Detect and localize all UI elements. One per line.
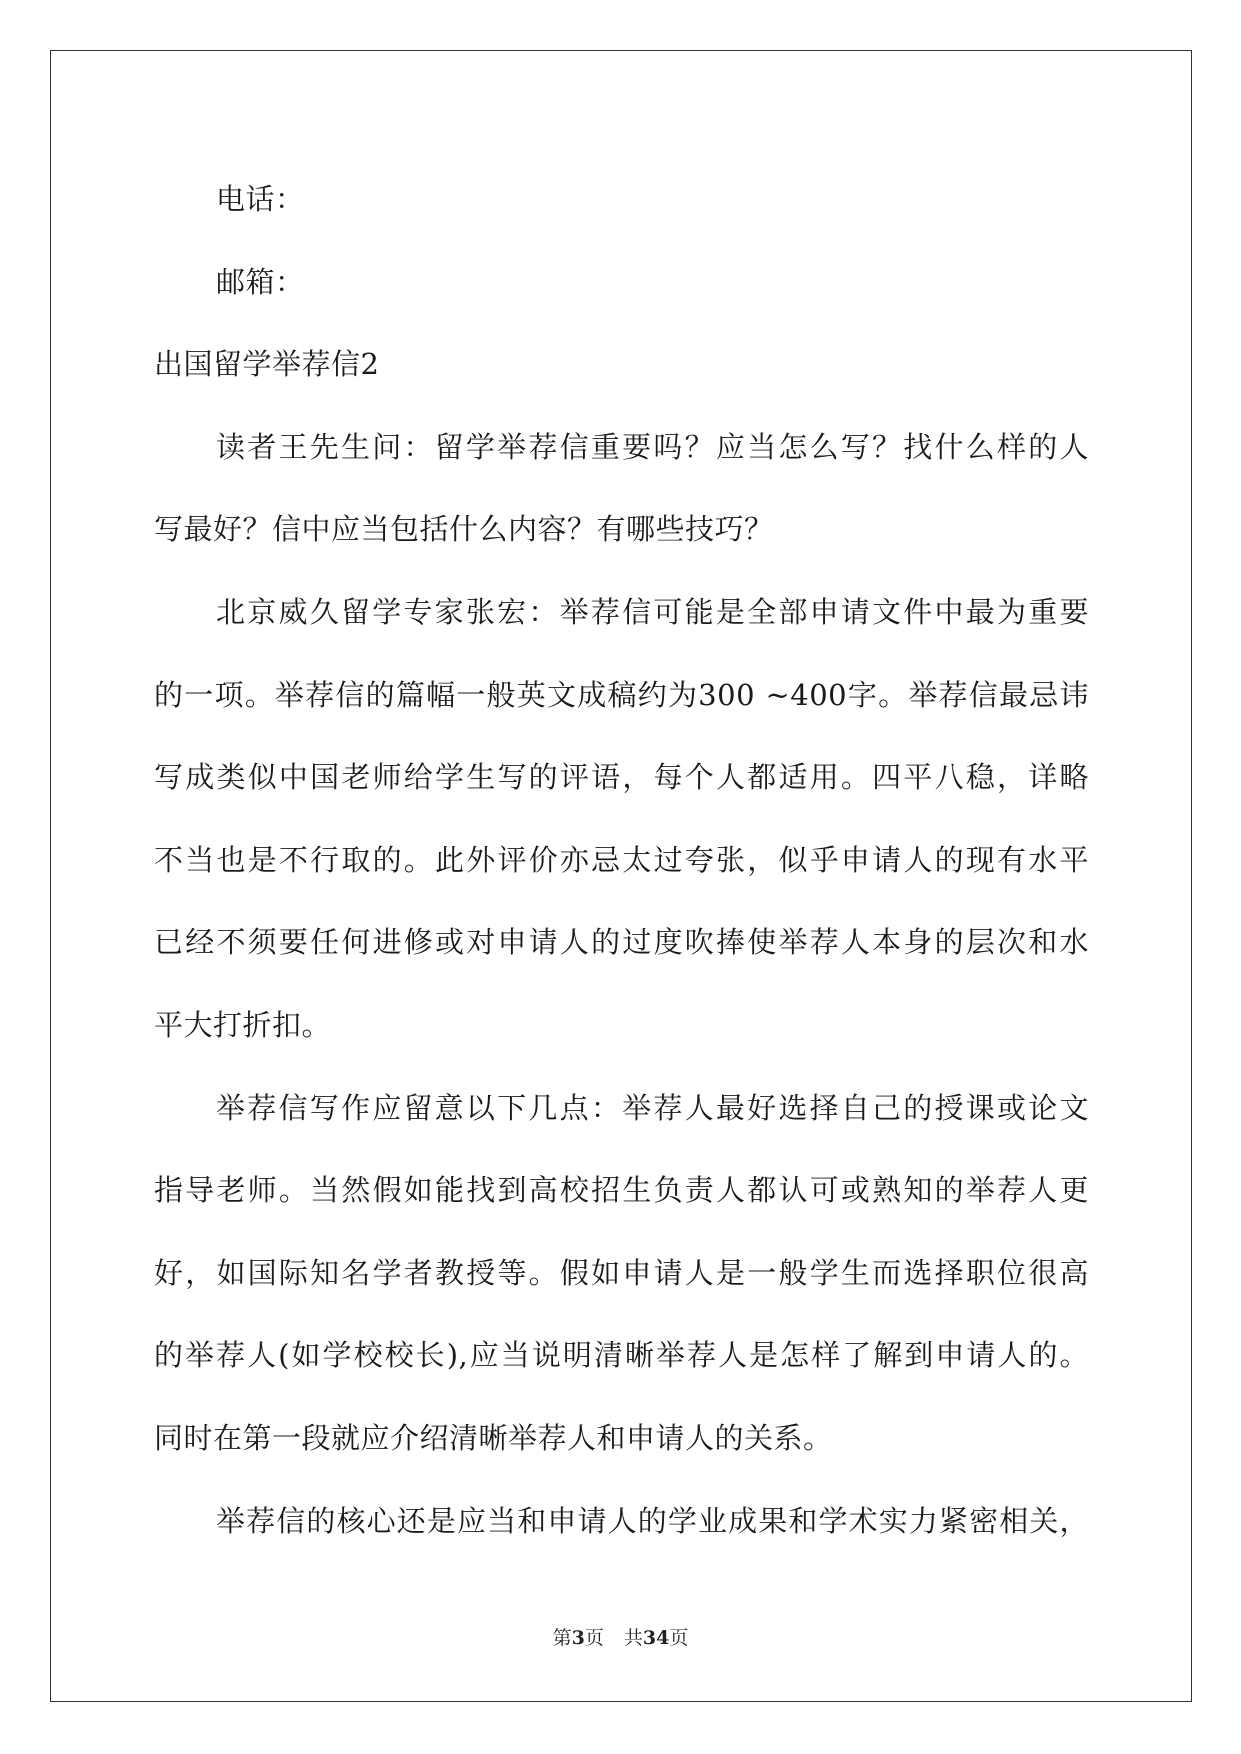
footer-total-suffix: 页: [669, 1627, 689, 1649]
text-line: 指导老师。当然假如能找到高校招生负责人都认可或熟知的举荐人更: [154, 1173, 1089, 1208]
total-page-count: 34: [642, 1627, 670, 1649]
text-line: 已经不须要任何进修或对申请人的过度吹捧使举荐人本身的层次和水: [154, 925, 1089, 960]
text-line: 的一项。举荐信的篇幅一般英文成稿约为300 ~400字。举荐信最忌讳: [154, 677, 1089, 712]
text-line: 写最好？信中应当包括什么内容？有哪些技巧？: [154, 512, 774, 547]
current-page-number: 3: [571, 1627, 585, 1649]
footer-page-prefix: 第: [552, 1627, 572, 1649]
text-line: 好，如国际知名学者教授等。假如申请人是一般学生而选择职位很高: [154, 1255, 1089, 1290]
text-line: 举荐信的核心还是应当和申请人的学业成果和学术实力紧密相关，: [216, 1503, 1089, 1538]
document-body: [154, 158, 1089, 1562]
text-line: 同时在第一段就应介绍清晰举荐人和申请人的关系。: [154, 1420, 833, 1455]
footer-total-prefix: 共: [623, 1627, 643, 1649]
text-line: 北京威久留学专家张宏：举荐信可能是全部申请文件中最为重要: [216, 594, 1089, 629]
text-line: 读者王先生问：留学举荐信重要吗？应当怎么写？找什么样的人: [216, 429, 1089, 464]
text-line: 举荐信写作应留意以下几点：举荐人最好选择自己的授课或论文: [216, 1090, 1089, 1125]
page-footer: [0, 1623, 1241, 1650]
text-line: 平大打折扣。: [154, 1007, 332, 1042]
text-line: 邮箱：: [216, 264, 305, 299]
text-line: 写成类似中国老师给学生写的评语，每个人都适用。四平八稳，详略: [154, 760, 1089, 795]
footer-page-suffix: 页: [584, 1627, 604, 1649]
section-heading: 出国留学举荐信2: [154, 347, 380, 382]
text-line: 的举荐人(如学校校长),应当说明清晰举荐人是怎样了解到申请人的。: [154, 1338, 1089, 1373]
text-line: 电话：: [216, 182, 305, 216]
text-line: 不当也是不行取的。此外评价亦忌太过夸张，似乎申请人的现有水平: [154, 842, 1089, 877]
